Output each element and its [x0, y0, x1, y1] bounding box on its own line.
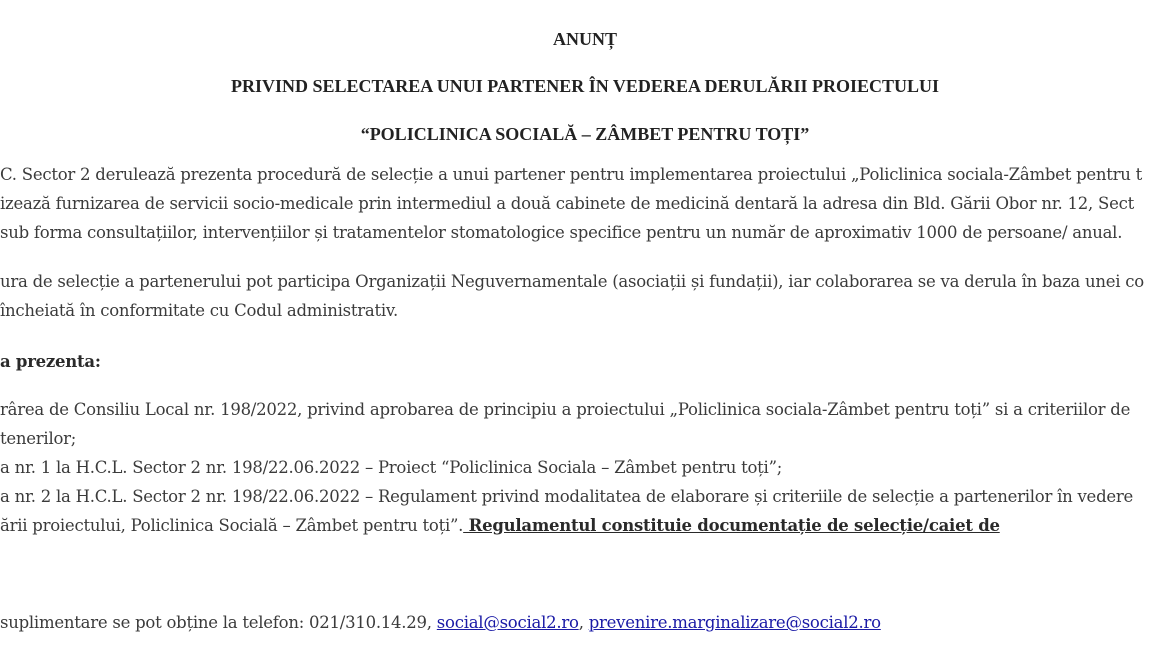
attachment-item-1-line-1: rârea de Consiliu Local nr. 198/2022, privind aprobarea de principiu a proiectului „Policlinica sociala-Zâmbet pentru toți” si a criteriilor de — [0, 400, 1131, 419]
contact-text: suplimentare se pot obține la telefon: 021/310.14.29, — [0, 613, 437, 632]
attachment-item-3-text: ării proiectului, Policlinica Socială – Zâmbet pentru toți”. — [0, 516, 464, 535]
attachments-heading: a prezenta: — [0, 352, 101, 371]
contact-line — [0, 613, 881, 632]
attachment-item-3-line-2 — [0, 516, 1000, 535]
intro-line-3: sub forma consultațiilor, intervențiilor și tratamentelor stomatologice specifice pentru un număr de aproximativ 1000 de persoane/ anual. — [0, 223, 1123, 242]
attachment-item-1-line-2: tenerilor; — [0, 429, 77, 448]
participation-line-2: încheiată în conformitate cu Codul administrativ. — [0, 301, 398, 320]
intro-line-1: C. Sector 2 derulează prezenta procedură de selecție a unui partener pentru implementarea proiectului „Policlinica sociala-Zâmbet pentru t — [0, 165, 1143, 184]
attachment-item-2: a nr. 1 la H.C.L. Sector 2 nr. 198/22.06.2022 – Proiect “Policlinica Sociala – Zâmbet pentru toți”; — [0, 458, 783, 477]
document-subtitle: PRIVIND SELECTAREA UNUI PARTENER ÎN VEDEREA DERULĂRII PROIECTULUI — [231, 76, 939, 96]
contact-separator: , — [578, 613, 589, 632]
intro-line-2: izează furnizarea de servicii socio-medicale prin intermediul a două cabinete de medicină dentară la adresa din Bld. Gării Obor nr. 12, Sect — [0, 194, 1134, 213]
attachment-item-3-line-1: a nr. 2 la H.C.L. Sector 2 nr. 198/22.06.2022 – Regulament privind modalitatea de elaborare și criteriile de selecție a partenerilor în vedere — [0, 487, 1134, 506]
email-link-social[interactable]: social@social2.ro — [436, 613, 579, 632]
document-title: ANUNȚ — [552, 29, 617, 49]
regulation-note: Regulamentul constituie documentație de selecție/caiet de — [463, 516, 1000, 535]
participation-line-1: ura de selecție a partenerului pot participa Organizații Neguvernamentale (asociații și fundații), iar colaborarea se va derula în baza unei co — [0, 272, 1144, 291]
project-title: “POLICLINICA SOCIALĂ – ZÂMBET PENTRU TOȚI” — [360, 124, 810, 144]
email-link-prevenire[interactable]: prevenire.marginalizare@social2.ro — [588, 613, 881, 632]
